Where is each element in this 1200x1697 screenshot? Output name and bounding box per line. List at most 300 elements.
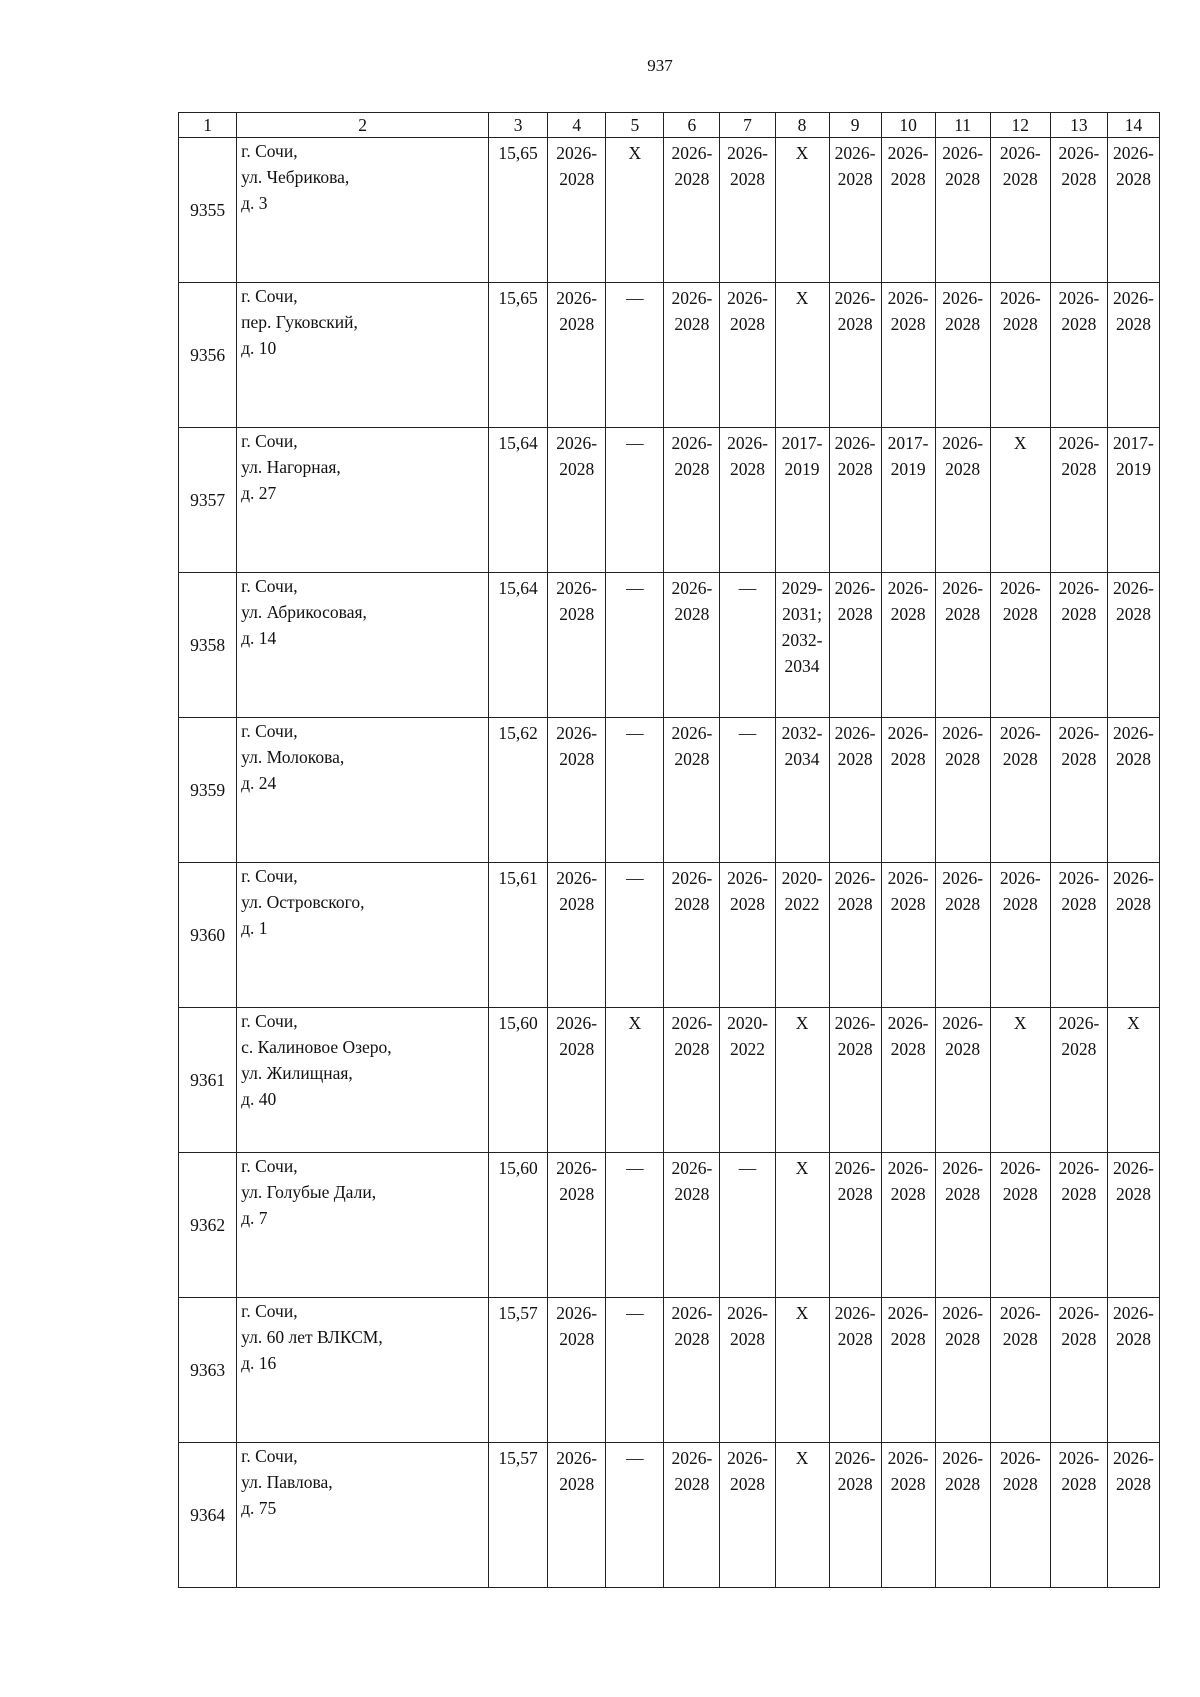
period-cell-col-9 [829,573,881,718]
period-text: 2026- [942,723,984,743]
period-text: 2026- [1058,1303,1100,1323]
period-cell-col-11 [935,428,990,573]
period-text: 2028 [1115,1474,1151,1494]
period-text: 2028 [945,314,981,334]
period-text: 2026- [942,578,984,598]
period-text: 2026- [999,868,1041,888]
period-cell-col-10 [881,863,935,1008]
period-cell-col-11 [935,718,990,863]
period-text: 2026- [556,1158,598,1178]
period-text: 2026- [999,723,1041,743]
period-text: 2026- [727,433,768,453]
period-text: 2028 [559,314,595,334]
table-row [179,1153,1160,1298]
address-line: д. 7 [241,1208,268,1228]
period-cell-col-14 [1107,138,1159,283]
period-text: 2031; [782,604,822,624]
period-text: 2028 [1115,604,1151,624]
period-cell-col-13 [1050,863,1107,1008]
period-cell-col-5 [606,283,664,428]
period-text: — [626,433,644,453]
period-text: 2034 [784,656,820,676]
period-cell-col-7 [720,1443,775,1588]
period-text: 2028 [1061,1474,1097,1494]
address-cell [237,1008,489,1153]
period-text: 2026- [556,723,598,743]
column-header-13: 13 [1050,113,1107,138]
period-text: 2028 [945,749,981,769]
period-cell-col-4 [548,1443,606,1588]
period-cell-col-12 [990,283,1050,428]
period-text: 2028 [837,1039,873,1059]
period-text: 2020- [727,1013,768,1033]
address-cell [237,1153,489,1298]
score-cell: 15,61 [489,863,548,1008]
address-cell [237,428,489,573]
row-number: 9361 [179,1008,237,1153]
row-number: 9359 [179,718,237,863]
period-text: 2028 [837,314,873,334]
score-cell: 15,64 [489,428,548,573]
address-line: д. 10 [241,338,277,358]
period-cell-col-7 [720,1153,775,1298]
period-cell-col-9 [829,428,881,573]
column-header-11: 11 [935,113,990,138]
period-text: 2026- [1113,1448,1154,1468]
period-cell-col-12 [990,1298,1050,1443]
table-row [179,428,1160,573]
row-number: 9362 [179,1153,237,1298]
score-cell: 15,60 [489,1153,548,1298]
address-line: г. Сочи, [241,866,298,886]
period-cell-col-14 [1107,718,1159,863]
period-text: 2028 [1061,749,1097,769]
period-cell-col-7 [720,283,775,428]
period-text: Х [1013,433,1027,453]
table-body [179,138,1160,1588]
period-text: 2026- [1058,578,1100,598]
period-cell-col-10 [881,428,935,573]
table-row [179,1443,1160,1588]
period-text: — [626,288,644,308]
period-text: 2026- [556,1013,598,1033]
period-text: 2026- [671,1303,713,1323]
period-text: 2028 [674,749,710,769]
period-text: 2028 [674,459,710,479]
address-line: г. Сочи, [241,721,298,741]
table-row [179,283,1160,428]
period-text: 2026- [942,1158,984,1178]
score-cell: 15,65 [489,283,548,428]
period-cell-col-9 [829,138,881,283]
period-text: 2026- [1058,1448,1100,1468]
column-header-14: 14 [1107,113,1159,138]
register-table [178,112,1160,1588]
period-text: 2019 [890,459,926,479]
period-text: 2028 [1115,314,1151,334]
period-cell-col-8 [775,718,829,863]
period-text: 2026- [999,288,1041,308]
period-text: 2026- [834,723,876,743]
period-text: 2026- [556,1448,598,1468]
period-cell-col-8 [775,283,829,428]
period-text: 2028 [559,459,595,479]
address-line: г. Сочи, [241,1301,298,1321]
period-text: 2026- [1113,1303,1154,1323]
period-text: 2026- [1058,143,1100,163]
period-text: 2026- [834,1448,876,1468]
period-cell-col-6 [664,1298,720,1443]
period-cell-col-10 [881,1298,935,1443]
address-line: д. 27 [241,483,277,503]
address-line: д. 16 [241,1353,277,1373]
period-cell-col-9 [829,1443,881,1588]
table-row [179,138,1160,283]
period-cell-col-6 [664,1153,720,1298]
period-text: Х [795,1448,809,1468]
period-cell-col-5 [606,428,664,573]
period-cell-col-5 [606,138,664,283]
period-text: 2028 [1002,169,1038,189]
address-line: пер. Гуковский, [241,312,358,332]
period-cell-col-5 [606,1298,664,1443]
address-line: ул. Голубые Дали, [241,1182,377,1202]
address-line: г. Сочи, [241,1011,298,1031]
period-text: 2019 [784,459,820,479]
period-cell-col-5 [606,1443,664,1588]
period-cell-col-5 [606,1153,664,1298]
period-cell-col-8 [775,1443,829,1588]
period-cell-col-6 [664,718,720,863]
period-text: 2026- [671,1158,713,1178]
score-cell: 15,62 [489,718,548,863]
period-text: 2028 [1061,169,1097,189]
period-text: 2026- [887,1158,929,1178]
period-text: 2026- [727,868,768,888]
table-row [179,718,1160,863]
period-text: 2026- [671,868,713,888]
period-text: 2026- [671,1448,713,1468]
period-text: 2026- [671,578,713,598]
period-text: — [738,723,757,743]
period-text: Х [795,143,809,163]
period-text: 2026- [1058,723,1100,743]
period-text: 2028 [945,169,981,189]
period-text: 2029- [781,578,823,598]
period-text: 2026- [1113,143,1154,163]
period-cell-col-10 [881,573,935,718]
column-header-5: 5 [606,113,664,138]
period-cell-col-12 [990,863,1050,1008]
period-text: 2028 [730,314,765,334]
period-text: 2026- [942,1448,984,1468]
period-text: 2028 [1061,1039,1097,1059]
period-cell-col-8 [775,428,829,573]
address-cell [237,1443,489,1588]
period-text: 2026- [727,143,768,163]
period-text: 2028 [890,314,926,334]
period-cell-col-4 [548,1298,606,1443]
period-text: 2026- [887,143,929,163]
period-cell-col-7 [720,863,775,1008]
address-line: ул. Молокова, [241,747,345,767]
period-cell-col-12 [990,138,1050,283]
period-cell-col-5 [606,573,664,718]
period-text: 2028 [1061,1329,1097,1349]
period-text: 2026- [727,288,768,308]
period-text: 2026- [1113,723,1154,743]
period-cell-col-9 [829,1153,881,1298]
period-text: 2028 [837,604,873,624]
period-text: 2026- [556,578,598,598]
period-text: — [626,723,644,743]
period-text: 2026- [887,1013,929,1033]
period-text: 2028 [890,1039,926,1059]
period-text: 2028 [890,604,926,624]
period-cell-col-14 [1107,1153,1159,1298]
table-row [179,1298,1160,1443]
period-text: 2026- [999,1448,1041,1468]
period-cell-col-10 [881,1153,935,1298]
period-cell-col-13 [1050,428,1107,573]
period-cell-col-11 [935,1008,990,1153]
period-text: 2026- [942,288,984,308]
period-text: — [626,1158,644,1178]
period-cell-col-8 [775,138,829,283]
period-text: 2022 [730,1039,765,1059]
address-line: ул. Абрикосовая, [241,602,367,622]
period-text: 2026- [671,288,713,308]
address-line: ул. Нагорная, [241,457,341,477]
address-line: д. 1 [241,918,268,938]
table-row [179,863,1160,1008]
period-text: 2026- [999,1303,1041,1323]
period-text: 2028 [945,604,981,624]
period-text: 2034 [784,749,820,769]
period-cell-col-14 [1107,428,1159,573]
column-header-7: 7 [720,113,775,138]
address-line: г. Сочи, [241,286,298,306]
period-text: 2028 [1002,1184,1038,1204]
address-cell [237,573,489,718]
period-cell-col-13 [1050,138,1107,283]
period-cell-col-4 [548,863,606,1008]
period-text: 2026- [556,288,598,308]
row-number: 9357 [179,428,237,573]
period-cell-col-8 [775,863,829,1008]
period-cell-col-10 [881,138,935,283]
address-line: г. Сочи, [241,141,298,161]
period-text: 2028 [559,749,595,769]
period-text: 2026- [1058,433,1100,453]
period-cell-col-7 [720,1298,775,1443]
period-text: 2026- [834,143,876,163]
period-cell-col-13 [1050,1443,1107,1588]
period-cell-col-6 [664,863,720,1008]
period-text: 2028 [837,1474,873,1494]
period-text: Х [1127,1013,1140,1033]
period-cell-col-11 [935,283,990,428]
address-cell [237,863,489,1008]
period-text: 2028 [837,1184,873,1204]
period-text: 2028 [890,1329,926,1349]
period-text: 2028 [559,1474,595,1494]
period-text: 2028 [559,894,595,914]
period-cell-col-12 [990,1443,1050,1588]
period-cell-col-14 [1107,1298,1159,1443]
period-cell-col-9 [829,718,881,863]
period-cell-col-9 [829,1008,881,1153]
period-text: 2028 [730,1329,765,1349]
row-number: 9364 [179,1443,237,1588]
period-cell-col-12 [990,1153,1050,1298]
score-cell: 15,65 [489,138,548,283]
period-cell-col-8 [775,1153,829,1298]
score-cell: 15,60 [489,1008,548,1153]
table-row [179,573,1160,718]
period-cell-col-11 [935,1443,990,1588]
address-line: д. 24 [241,773,277,793]
period-cell-col-14 [1107,863,1159,1008]
period-text: 2019 [1115,459,1151,479]
period-text: 2020- [781,868,823,888]
period-text: 2028 [730,1474,765,1494]
row-number: 9358 [179,573,237,718]
period-text: 2026- [942,143,984,163]
period-text: 2028 [1061,894,1097,914]
period-text: 2028 [674,1329,710,1349]
column-header-2: 2 [237,113,489,138]
period-text: 2028 [945,1184,981,1204]
period-text: 2026- [834,578,876,598]
period-text: — [626,578,644,598]
period-cell-col-9 [829,863,881,1008]
period-text: Х [628,143,642,163]
period-text: 2026- [1113,868,1154,888]
period-text: 2028 [674,169,710,189]
period-cell-col-6 [664,138,720,283]
address-line: д. 14 [241,628,277,648]
period-text: 2028 [945,894,981,914]
period-text: — [738,578,757,598]
period-text: 2028 [674,1474,710,1494]
period-text: Х [795,1158,809,1178]
period-text: 2028 [674,1039,710,1059]
column-header-8: 8 [775,113,829,138]
period-text: 2026- [942,868,984,888]
period-text: 2028 [837,1329,873,1349]
period-text: 2028 [945,1474,981,1494]
period-cell-col-7 [720,718,775,863]
period-text: 2028 [1115,1184,1151,1204]
period-text: Х [1013,1013,1027,1033]
address-line: г. Сочи, [241,576,298,596]
period-cell-col-7 [720,1008,775,1153]
period-cell-col-6 [664,283,720,428]
period-text: 2026- [1113,578,1154,598]
period-cell-col-11 [935,863,990,1008]
period-text: 2026- [1058,288,1100,308]
period-cell-col-4 [548,1008,606,1153]
period-text: — [738,1158,757,1178]
period-cell-col-14 [1107,283,1159,428]
period-text: 2026- [887,1303,929,1323]
period-cell-col-13 [1050,573,1107,718]
header-row [179,113,1160,138]
period-text: 2026- [556,143,598,163]
period-cell-col-10 [881,1008,935,1153]
period-cell-col-14 [1107,1443,1159,1588]
period-text: 2028 [945,459,981,479]
row-number: 9356 [179,283,237,428]
period-text: 2028 [559,169,595,189]
address-cell [237,138,489,283]
period-cell-col-6 [664,428,720,573]
period-text: 2028 [1061,459,1097,479]
period-text: 2028 [1002,1474,1038,1494]
period-cell-col-12 [990,718,1050,863]
period-cell-col-12 [990,428,1050,573]
period-text: 2028 [890,1474,926,1494]
period-cell-col-14 [1107,573,1159,718]
score-cell: 15,57 [489,1298,548,1443]
period-cell-col-4 [548,1153,606,1298]
period-text: 2026- [887,868,929,888]
period-cell-col-8 [775,573,829,718]
period-text: 2028 [890,749,926,769]
period-cell-col-4 [548,428,606,573]
period-text: 2032- [781,723,823,743]
address-cell [237,718,489,863]
period-text: 2026- [942,1013,984,1033]
period-text: 2028 [559,604,595,624]
period-text: 2026- [942,1303,984,1323]
period-text: 2026- [556,433,598,453]
period-text: 2026- [671,433,713,453]
period-cell-col-13 [1050,283,1107,428]
period-text: 2017- [887,433,929,453]
period-text: 2028 [1061,1184,1097,1204]
period-cell-col-9 [829,1298,881,1443]
column-header-10: 10 [881,113,935,138]
period-text: 2032- [781,630,823,650]
period-cell-col-13 [1050,1008,1107,1153]
period-cell-col-8 [775,1008,829,1153]
period-text: 2028 [945,1039,981,1059]
address-line: д. 40 [241,1089,277,1109]
period-text: Х [795,1303,809,1323]
period-cell-col-10 [881,1443,935,1588]
period-text: 2028 [837,169,873,189]
period-cell-col-5 [606,718,664,863]
period-text: 2026- [1058,1158,1100,1178]
score-cell: 15,57 [489,1443,548,1588]
address-line: г. Сочи, [241,1446,298,1466]
period-cell-col-7 [720,573,775,718]
page-number: 937 [647,56,673,75]
period-cell-col-4 [548,283,606,428]
period-text: 2028 [559,1329,595,1349]
period-text: 2026- [887,578,929,598]
period-text: 2028 [1002,749,1038,769]
period-text: 2028 [674,1184,710,1204]
column-header-3: 3 [489,113,548,138]
period-text: 2026- [1113,1158,1154,1178]
period-text: 2026- [1058,868,1100,888]
period-cell-col-11 [935,138,990,283]
period-cell-col-10 [881,718,935,863]
period-cell-col-13 [1050,1153,1107,1298]
